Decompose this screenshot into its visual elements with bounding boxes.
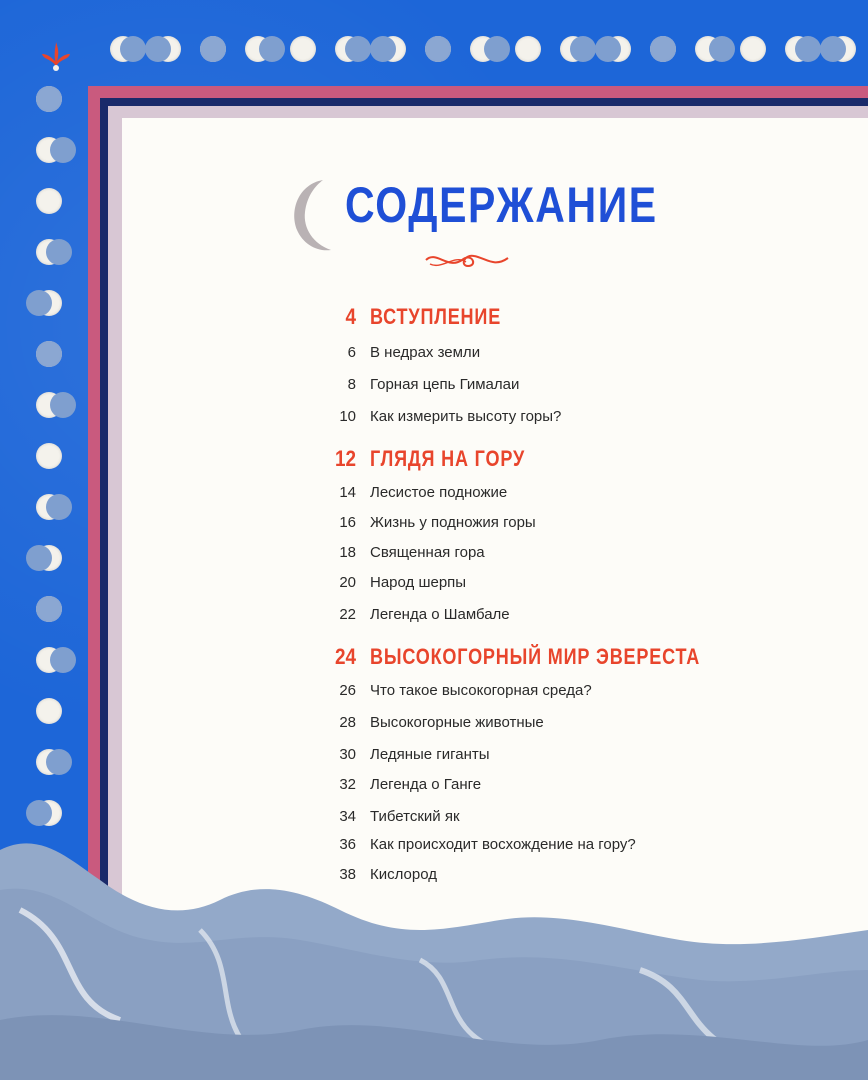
moon-dot <box>605 36 631 62</box>
toc-label: Легенда о Шамбале <box>370 606 510 623</box>
moon-dot <box>290 36 316 62</box>
toc-page-number: 36 <box>339 836 356 853</box>
page-title: СОДЕРЖАНИЕ <box>345 177 658 233</box>
moon-dot <box>695 36 721 62</box>
moon-dot <box>36 749 62 775</box>
toc-entry <box>310 514 868 544</box>
moon-dot <box>155 36 181 62</box>
moon-dot <box>425 36 451 62</box>
toc-entry <box>310 682 868 712</box>
toc-page-number: 8 <box>347 376 356 393</box>
moon-dot <box>740 36 766 62</box>
toc-entry <box>310 606 868 636</box>
toc-entry <box>310 376 868 406</box>
toc-page-number: 20 <box>339 574 356 591</box>
moon-dot <box>36 341 62 367</box>
toc-label: Ледяные гиганты <box>370 746 490 763</box>
moon-dot <box>36 137 62 163</box>
moon-dot <box>36 545 62 571</box>
moon-dot <box>36 443 62 469</box>
toc-page-number: 10 <box>339 408 356 425</box>
toc-label: Как измерить высоту горы? <box>370 408 562 425</box>
moon-dot <box>515 36 541 62</box>
toc-label: В недрах земли <box>370 344 481 361</box>
moon-dot <box>36 290 62 316</box>
toc-page-number: 16 <box>339 514 356 531</box>
moon-dot <box>200 36 226 62</box>
moon-dot <box>785 36 811 62</box>
toc-label: Жизнь у подножия горы <box>370 514 536 531</box>
toc-label: Тибетский як <box>370 808 460 825</box>
swirl-ornament-icon <box>422 248 512 272</box>
toc-entry <box>310 776 868 806</box>
moon-dot <box>36 596 62 622</box>
toc-page-number: 30 <box>339 746 356 763</box>
toc-entry <box>310 746 868 776</box>
moon-dot <box>36 188 62 214</box>
moon-dot <box>245 36 271 62</box>
toc-label: Народ шерпы <box>370 574 467 591</box>
toc-label: Высокогорные животные <box>370 714 544 731</box>
moon-dot <box>335 36 361 62</box>
toc-section <box>310 304 868 334</box>
toc-label: Лесистое подножие <box>370 484 508 501</box>
toc-label: Легенда о Ганге <box>370 776 482 793</box>
toc-label: ВЫСОКОГОРНЫЙ МИР ЭВЕРЕСТА <box>370 644 701 669</box>
moon-dot <box>36 86 62 112</box>
toc-section <box>310 446 868 476</box>
toc-entry <box>310 544 868 574</box>
moon-dot <box>650 36 676 62</box>
moon-dot <box>830 36 856 62</box>
moon-dot <box>380 36 406 62</box>
moon-dot <box>36 392 62 418</box>
frame-border-red <box>88 86 868 98</box>
moon-dot <box>36 494 62 520</box>
toc-page-number: 28 <box>339 714 356 731</box>
toc-page-number: 24 <box>334 644 356 669</box>
moon-dot <box>560 36 586 62</box>
toc-page-number: 6 <box>347 344 356 361</box>
flower-ornament-icon <box>36 36 76 76</box>
toc-label: Кислород <box>370 866 437 883</box>
toc-label: ГЛЯДЯ НА ГОРУ <box>370 446 526 471</box>
moon-dot <box>36 239 62 265</box>
toc-page-number: 38 <box>339 866 356 883</box>
toc-entry <box>310 714 868 744</box>
toc-label: Как происходит восхождение на гору? <box>370 836 636 853</box>
toc-page-number: 4 <box>345 304 356 329</box>
moon-dot <box>110 36 136 62</box>
toc-page-number: 32 <box>339 776 356 793</box>
toc-page-number: 14 <box>339 484 356 501</box>
mountains-illustration <box>0 820 868 1080</box>
toc-page-number: 12 <box>334 446 356 471</box>
toc-page-number: 26 <box>339 682 356 699</box>
moon-dot <box>470 36 496 62</box>
toc-entry <box>310 344 868 374</box>
toc-entry <box>310 408 868 438</box>
frame-border-light <box>108 106 868 118</box>
frame-border-dark <box>100 98 868 106</box>
moon-dot <box>36 698 62 724</box>
toc-label: Священная гора <box>370 544 485 561</box>
toc-label: ВСТУПЛЕНИЕ <box>370 304 502 329</box>
toc-page-number: 22 <box>339 606 356 623</box>
toc-label: Горная цепь Гималаи <box>370 376 520 393</box>
toc-page-number: 34 <box>339 808 356 825</box>
toc-entry <box>310 574 868 604</box>
toc-page-number: 18 <box>339 544 356 561</box>
toc-entry <box>310 484 868 514</box>
moon-dot <box>36 647 62 673</box>
toc-section <box>310 644 868 674</box>
moon-dot <box>36 800 62 826</box>
toc-label: Что такое высокогорная среда? <box>370 682 592 699</box>
crescent-moon-icon <box>283 176 343 256</box>
